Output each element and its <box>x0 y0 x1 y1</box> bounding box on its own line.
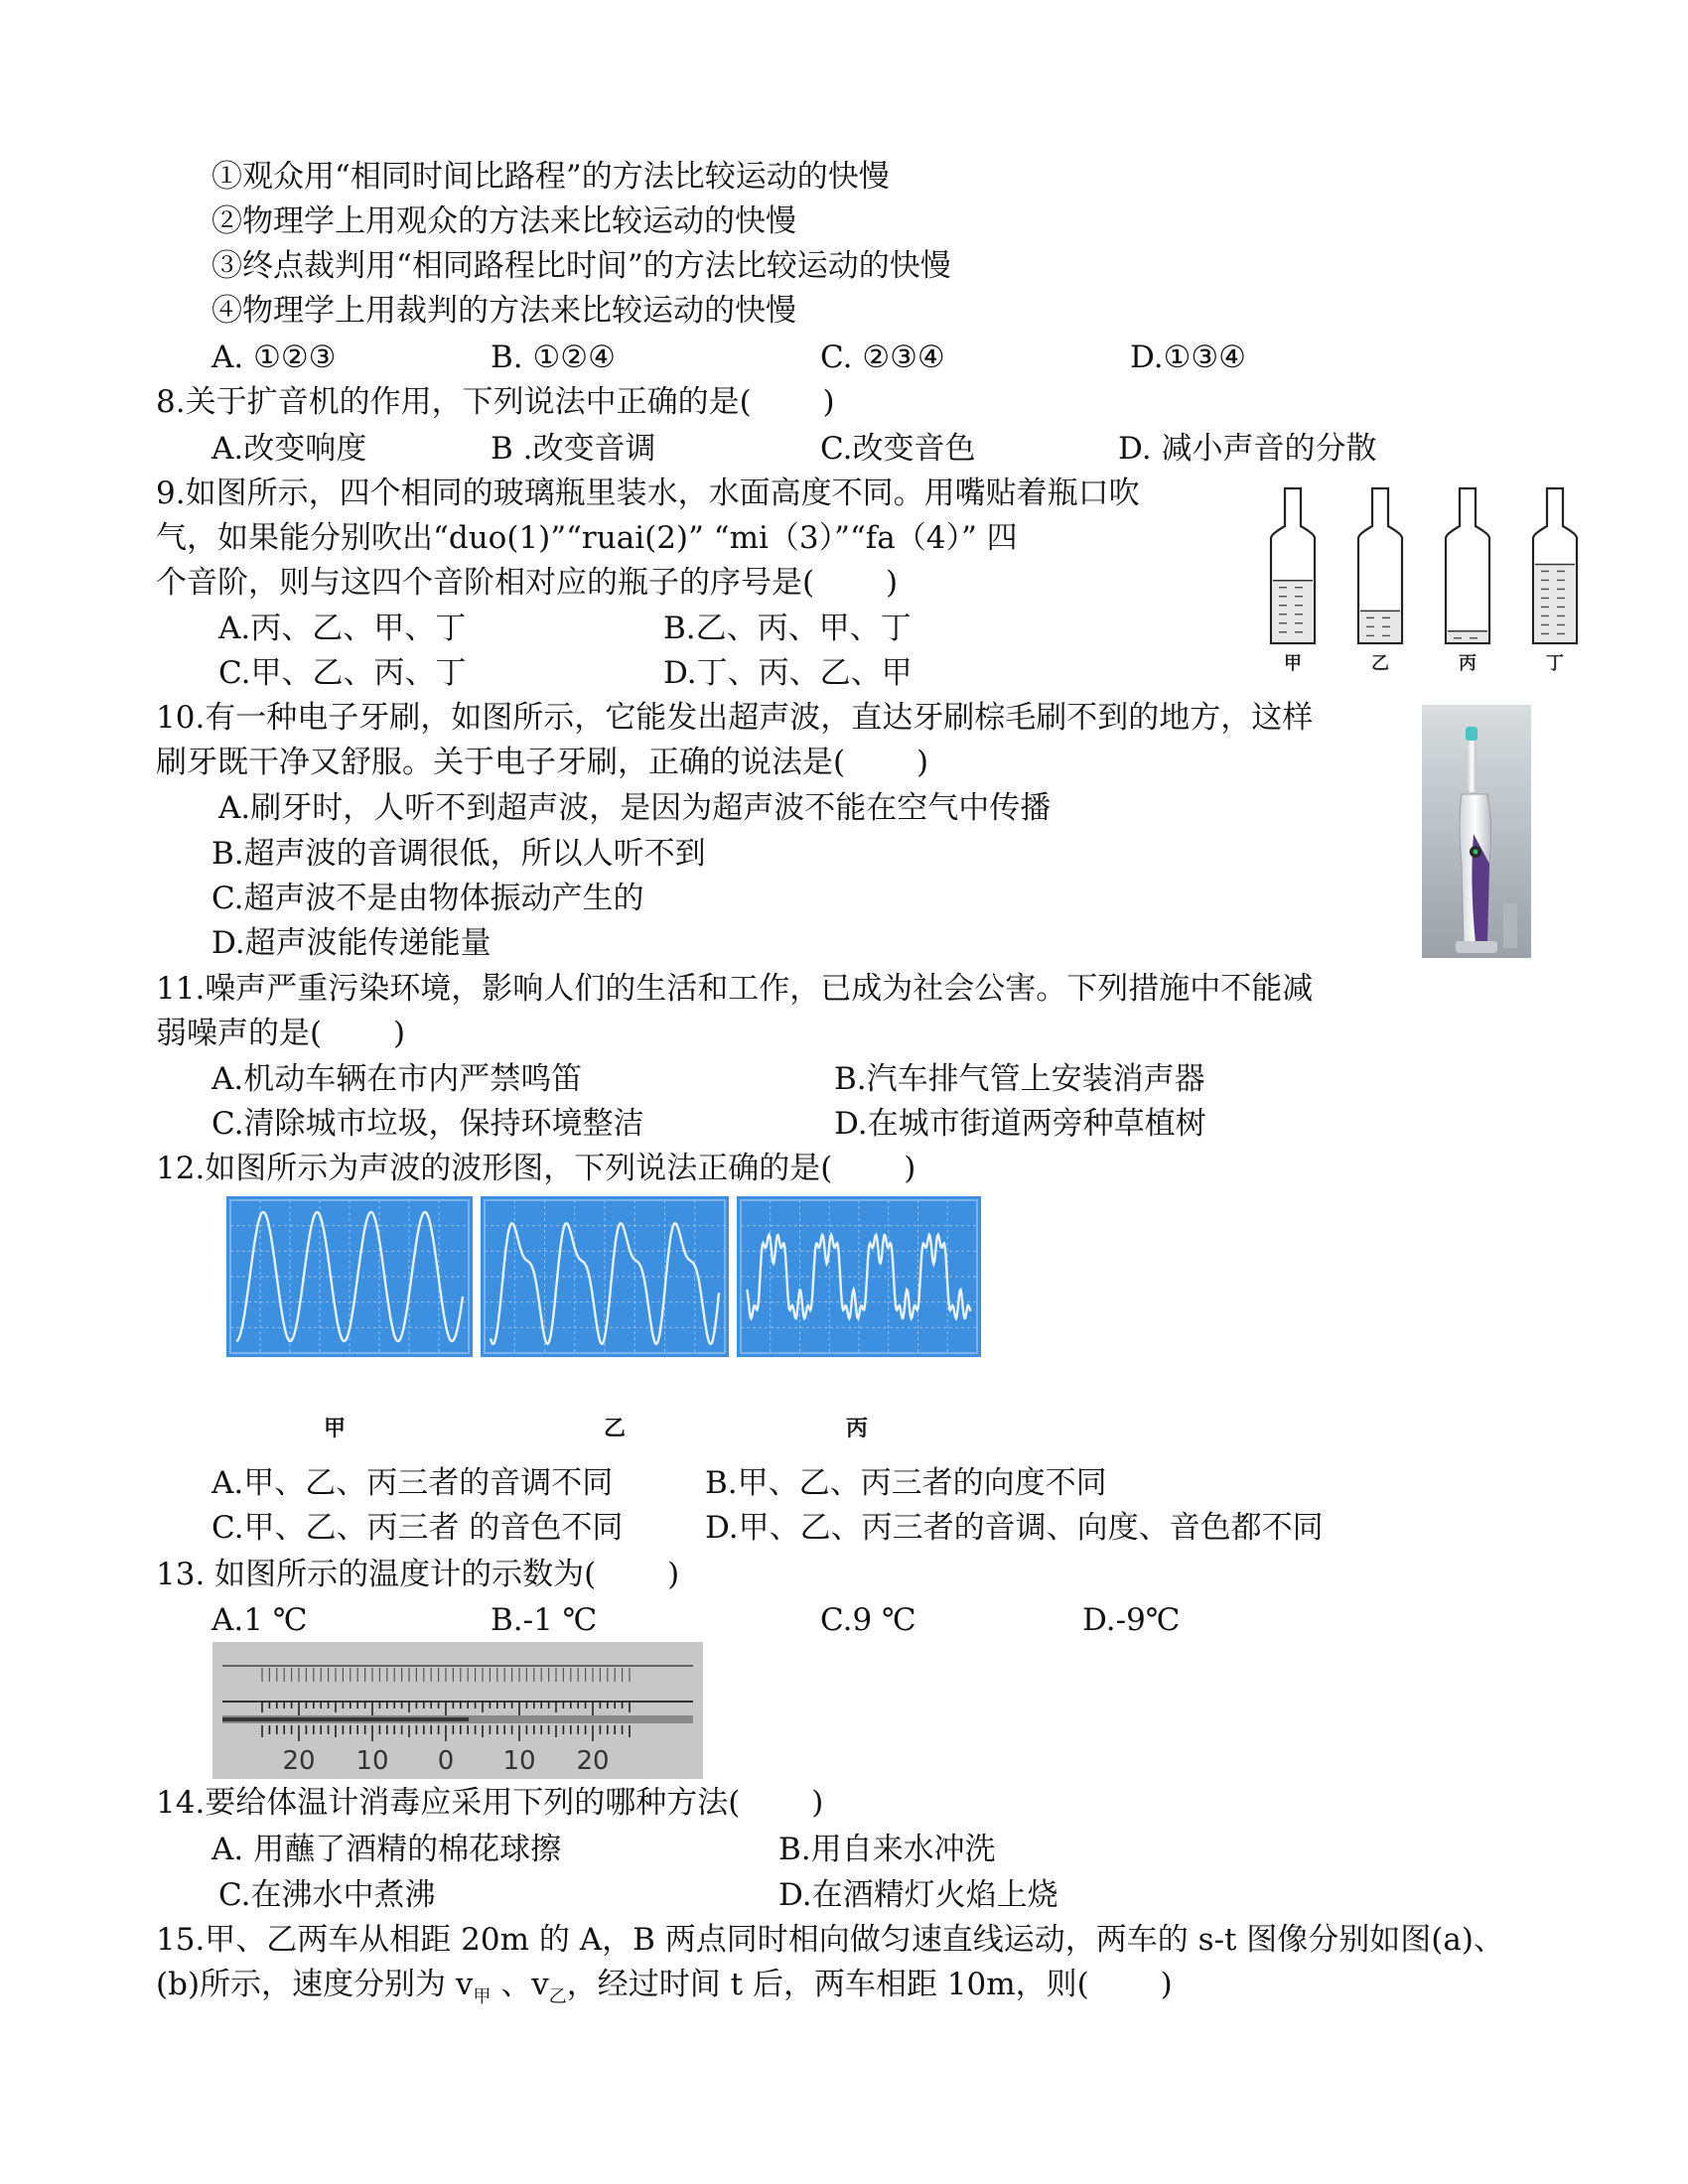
bottle-1 <box>1271 488 1315 674</box>
thermometer-scale-label: 10 <box>502 1746 536 1776</box>
q15-line-2-b: 、v <box>491 1967 549 2002</box>
q7-option-b: B. ①②④ <box>491 340 616 375</box>
q10-stem-line-2: 刷牙既干净又舒服。关于电子牙刷，正确的说法是( ) <box>156 745 929 780</box>
thermometer-scale-label: 0 <box>437 1746 455 1776</box>
q9-option-b: B.乙、丙、甲、丁 <box>663 611 912 646</box>
bottle-3 <box>1446 488 1489 674</box>
q7-option-a: A. ①②③ <box>211 340 337 375</box>
q9-stem-line-1: 9.如图所示，四个相同的玻璃瓶里装水，水面高度不同。用嘴贴着瓶口吹 <box>156 476 1140 511</box>
thermometer-scale-label: 10 <box>355 1746 389 1776</box>
q11-option-c: C.清除城市垃圾，保持环境整洁 <box>211 1106 644 1142</box>
bottle-label: 丁 <box>1546 653 1564 674</box>
q10-option-c: C.超声波不是由物体振动产生的 <box>211 881 644 916</box>
waveform-panel-3 <box>737 1196 981 1357</box>
q11-stem-line-2: 弱噪声的是( ) <box>156 1016 406 1051</box>
q14-option-c: C.在沸水中煮沸 <box>218 1877 436 1913</box>
q8-option-d: D. 减小声音的分散 <box>1118 431 1377 467</box>
bottle-outline <box>1446 488 1489 643</box>
q10-option-b: B.超声波的音调很低，所以人听不到 <box>211 836 706 872</box>
q11-option-b: B.汽车排气管上安装消声器 <box>834 1061 1205 1097</box>
bottle-label: 乙 <box>1371 653 1389 674</box>
q7-item-4: ④物理学上用裁判的方法来比较运动的快慢 <box>211 293 796 329</box>
bottle-2 <box>1358 488 1402 674</box>
q9-option-a: A.丙、乙、甲、丁 <box>218 611 467 646</box>
q8-stem: 8.关于扩音机的作用，下列说法中正确的是( ) <box>156 384 835 420</box>
q8-option-c: C.改变音色 <box>820 431 976 467</box>
q10-option-a: A.刷牙时，人听不到超声波，是因为超声波不能在空气中传播 <box>218 790 1052 826</box>
q14-stem: 14.要给体温计消毒应采用下列的哪种方法( ) <box>156 1785 824 1821</box>
q15-line-2-a: (b)所示，速度分别为 v <box>156 1967 474 2002</box>
q9-option-d: D.丁、丙、乙、甲 <box>663 655 913 691</box>
water <box>1448 631 1487 641</box>
q7-item-1: ①观众用“相同时间比路程”的方法比较运动的快慢 <box>211 159 890 195</box>
q14-option-d: D.在酒精灯火焰上烧 <box>778 1877 1058 1913</box>
q12-option-a: A.甲、乙、丙三者的音调不同 <box>211 1465 614 1501</box>
q9-option-c: C.甲、乙、丙、丁 <box>218 655 467 691</box>
q8-option-a: A.改变响度 <box>211 431 367 467</box>
q11-stem-line-1: 11.噪声严重污染环境，影响人们的生活和工作，已成为社会公害。下列措施中不能减 <box>156 971 1314 1007</box>
q10-option-d: D.超声波能传递能量 <box>211 925 492 961</box>
q15-line-1: 15.甲、乙两车从相距 20m 的 A，B 两点同时相向做匀速直线运动，两车的 s-t 图像分别如图(a)、 <box>156 1922 1504 1958</box>
thermometer-figure <box>212 1642 703 1779</box>
q13-option-d: D.-9℃ <box>1082 1602 1181 1638</box>
q10-stem-line-1: 10.有一种电子牙刷，如图所示，它能发出超声波，直达牙刷棕毛刷不到的地方，这样 <box>156 700 1314 736</box>
q12-stem: 12.如图所示为声波的波形图，下列说法正确的是( ) <box>156 1151 916 1186</box>
q7-option-d: D.①③④ <box>1130 340 1246 375</box>
q14-option-b: B.用自来水冲洗 <box>778 1832 996 1867</box>
q12-option-c: C.甲、乙、丙三者 的音色不同 <box>211 1510 624 1546</box>
q14-option-a: A. 用蘸了酒精的棉花球擦 <box>211 1832 562 1867</box>
q7-item-3: ③终点裁判用“相同路程比时间”的方法比较运动的快慢 <box>211 248 951 284</box>
wave-label-jia: 甲 <box>324 1417 347 1441</box>
bottle-label: 甲 <box>1284 653 1302 674</box>
wave-label-bing: 丙 <box>846 1417 869 1441</box>
waveform-panel-1 <box>226 1196 473 1357</box>
q13-stem: 13. 如图所示的温度计的示数为( ) <box>156 1557 680 1592</box>
waveform-panel-2 <box>481 1196 729 1357</box>
wave-label-yi: 乙 <box>604 1417 627 1441</box>
q8-option-b: B .改变音调 <box>491 431 656 467</box>
q12-option-d: D.甲、乙、丙三者的音调、向度、音色都不同 <box>705 1510 1324 1546</box>
waveform-figure <box>226 1196 981 1365</box>
bottles-figure <box>1249 477 1607 675</box>
thermometer-scale-label: 20 <box>282 1746 316 1776</box>
q9-stem-line-2: 气，如果能分别吹出“duo(1)”“ruai(2)” “mi（3）”“fa（4）” 四 <box>156 520 1018 556</box>
q11-option-a: A.机动车辆在市内严禁鸣笛 <box>211 1061 583 1097</box>
q13-option-b: B.-1 ℃ <box>491 1602 598 1638</box>
bottle-label: 丙 <box>1459 653 1477 674</box>
q15-sub-jia: 甲 <box>473 1986 492 2007</box>
q12-option-b: B.甲、乙、丙三者的向度不同 <box>705 1465 1107 1501</box>
water <box>1535 564 1575 641</box>
q9-stem-line-3: 个音阶，则与这四个音阶相对应的瓶子的序号是( ) <box>156 565 899 601</box>
q11-option-d: D.在城市街道两旁种草植树 <box>834 1106 1206 1142</box>
q15-line-2-c: ，经过时间 t 后，两车相距 10m，则( ) <box>566 1967 1173 2002</box>
q13-option-a: A.1 ℃ <box>211 1602 308 1638</box>
q13-option-c: C.9 ℃ <box>820 1602 916 1638</box>
thermometer-scale-label: 20 <box>576 1746 610 1776</box>
toothbrush-image <box>1422 705 1531 958</box>
q15-line-2 <box>156 1965 1173 2009</box>
bottle-4 <box>1533 488 1577 674</box>
thermometer-liquid <box>222 1717 469 1721</box>
q15-sub-yi: 乙 <box>548 1986 567 2007</box>
q7-item-2: ②物理学上用观众的方法来比较运动的快慢 <box>211 204 796 239</box>
q7-option-c: C. ②③④ <box>820 340 945 375</box>
